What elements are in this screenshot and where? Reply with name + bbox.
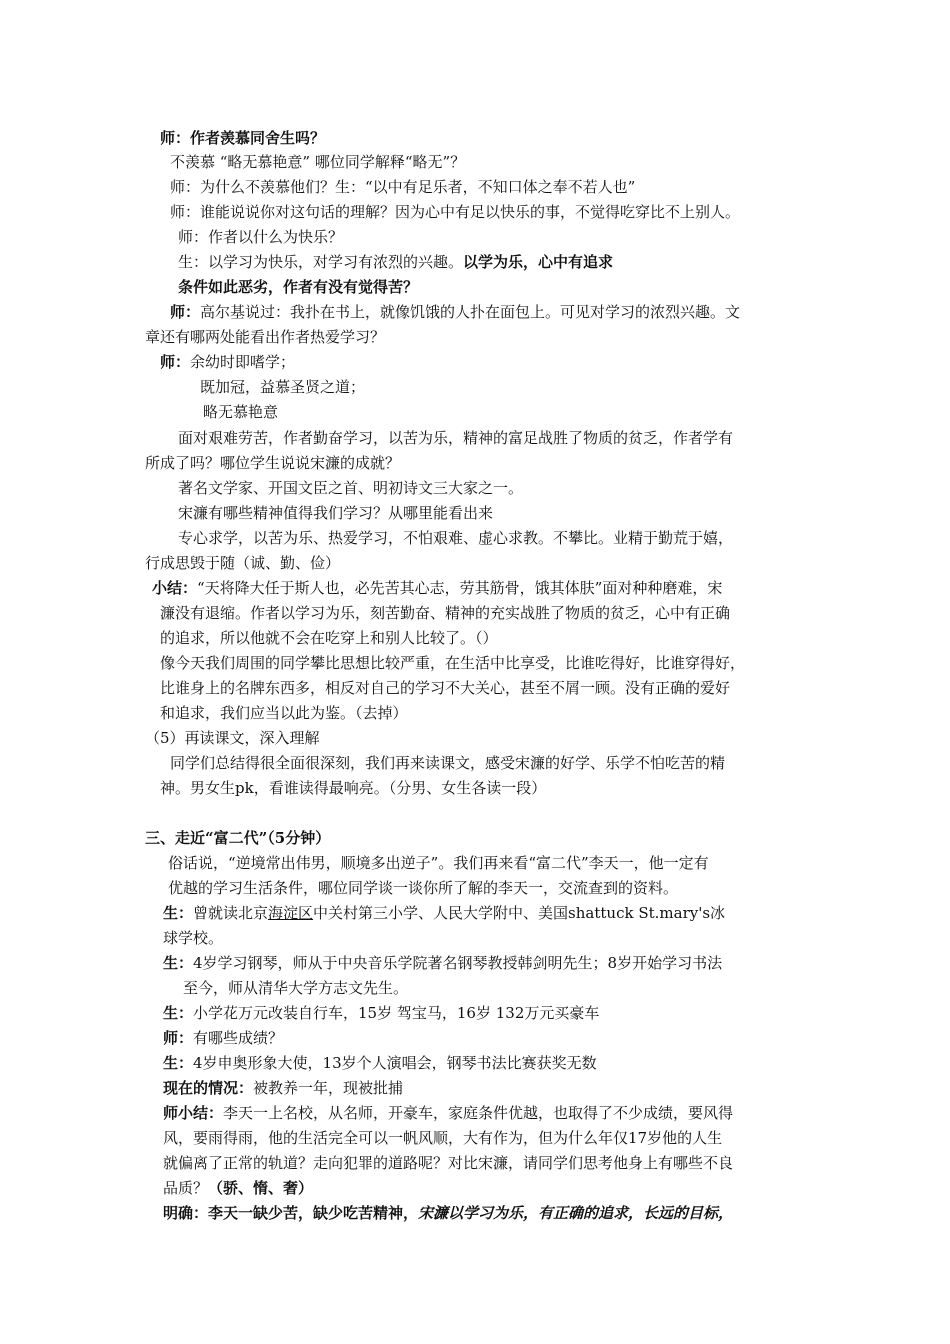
summary-line: 的追求，所以他就不会在吃穿上和别人比较了。（） bbox=[160, 629, 498, 647]
dialogue-line: 师：作者以什么为快乐？ bbox=[178, 228, 344, 246]
paragraph-line: 章还有哪两处能看出作者热爱学习？ bbox=[145, 328, 386, 346]
teacher-line: 师：有哪些成绩？ bbox=[163, 1029, 284, 1047]
summary-line: 濂没有退缩。作者以学习为乐，刻苦勤奋、精神的充实战胜了物质的贫乏，心中有正确 bbox=[160, 604, 731, 622]
teacher-summary-line: 品质？（骄、惰、奢） bbox=[163, 1179, 314, 1197]
teacher-summary-line: 风，要雨得雨，他的生活完全可以一帆风顺，大有作为，但为什么年仅17岁他的人生 bbox=[163, 1129, 723, 1147]
student-line: 生：4岁学习钢琴，师从于中央音乐学院著名钢琴教授韩剑明先生；8岁开始学习书法 bbox=[163, 954, 723, 972]
answer-line: 不羡慕 “略无慕艳意” 哪位同学解释“略无”？ bbox=[170, 153, 466, 171]
quote-line: 既加冠，益慕圣贤之道； bbox=[200, 378, 366, 396]
paragraph-line: 专心求学，以苦为乐、热爱学习，不怕艰难、虚心求教。不攀比。业精于勤荒于嬉， bbox=[178, 529, 734, 547]
question-line: 条件如此恶劣，作者有没有觉得苦？ bbox=[178, 278, 419, 296]
paragraph-line: 宋濂有哪些精神值得我们学习？从哪里能看出来 bbox=[178, 504, 494, 522]
step-heading: （5）再读课文，深入理解 bbox=[145, 729, 320, 747]
paragraph-line: 著名文学家、开国文臣之首、明初诗文三大家之一。 bbox=[178, 479, 524, 497]
paragraph-line: 师：高尔基说过：我扑在书上，就像饥饿的人扑在面包上。可见对学习的浓烈兴趣。文 bbox=[170, 303, 741, 321]
section-heading: 三、走近“富二代”（5分钟） bbox=[145, 829, 331, 847]
dialogue-line: 师：为什么不羡慕他们？生：“以中有足乐者，不知口体之奉不若人也” bbox=[170, 178, 636, 196]
status-line: 现在的情况：被教养一年，现被批捕 bbox=[163, 1079, 404, 1097]
teacher-question-line: 师：作者羡慕同舍生吗？ bbox=[160, 129, 326, 147]
paragraph-line: 同学们总结得很全面很深刻，我们再来读课文，感受宋濂的好学、乐学不怕吃苦的精 bbox=[170, 754, 726, 772]
paragraph-line: 俗话说，“逆境常出伟男，顺境多出逆子”。我们再来看“富二代”李天一，他一定有 bbox=[168, 854, 709, 872]
quote-line: 略无慕艳意 bbox=[203, 403, 279, 421]
paragraph-line: 面对艰难劳苦，作者勤奋学习，以苦为乐，精神的富足战胜了物质的贫乏，作者学有 bbox=[178, 429, 734, 447]
dialogue-line: 师：谁能说说你对这句话的理解？因为心中有足以快乐的事，不觉得吃穿比不上别人。 bbox=[170, 203, 741, 221]
summary-line: 比谁身上的名牌东西多，相反对自己的学习不大关心，甚至不屑一顾。没有正确的爱好 bbox=[160, 679, 731, 697]
teacher-summary-line: 就偏离了正常的轨道？走向犯罪的道路呢？对比宋濂，请同学们思考他身上有哪些不良 bbox=[163, 1154, 734, 1172]
student-line: 生：4岁申奥形象大使，13岁个人演唱会，钢琴书法比赛获奖无数 bbox=[163, 1054, 597, 1072]
student-answer-line: 生：以学习为快乐，对学习有浓烈的兴趣。以学为乐，心中有追求 bbox=[178, 253, 614, 271]
quote-line: 师：余幼时即嗜学； bbox=[160, 353, 296, 371]
teacher-summary-line: 师小结：李天一上名校，从名师，开豪车，家庭条件优越，也取得了不少成绩，要风得 bbox=[163, 1104, 734, 1122]
hyperlink-haidian[interactable]: 海淀区 bbox=[268, 904, 314, 922]
student-line: 球学校。 bbox=[163, 929, 224, 947]
student-line: 至今，师从清华大学方志文先生。 bbox=[183, 979, 409, 997]
paragraph-line: 优越的学习生活条件，哪位同学谈一谈你所了解的李天一，交流查到的资料。 bbox=[168, 879, 679, 897]
summary-line: 小结：“天将降大任于斯人也，必先苦其心志，劳其筋骨，饿其体肤”面对种种磨难，宋 bbox=[152, 579, 723, 597]
summary-line: 像今天我们周围的同学攀比思想比较严重，在生活中比享受，比谁吃得好，比谁穿得好， bbox=[160, 654, 746, 672]
student-line: 生：曾就读北京海淀区中关村第三小学、人民大学附中、美国shattuck St.mary's冰 bbox=[163, 904, 726, 922]
summary-line: 和追求，我们应当以此为鉴。（去掉） bbox=[160, 704, 408, 722]
paragraph-line: 神。男女生pk，看谁读得最响亮。（分男、女生各读一段） bbox=[160, 779, 547, 797]
student-line: 生：小学花万元改装自行车，15岁 驾宝马，16岁 132万元买豪车 bbox=[163, 1004, 600, 1022]
conclusion-line: 明确：李天一缺少苦，缺少吃苦精神，宋濂以学习为乐，有正确的追求，长远的目标， bbox=[163, 1204, 734, 1222]
paragraph-line: 行成思毁于随（诚、勤、俭） bbox=[145, 554, 341, 572]
paragraph-line: 所成了吗？哪位学生说说宋濂的成就？ bbox=[145, 454, 401, 472]
